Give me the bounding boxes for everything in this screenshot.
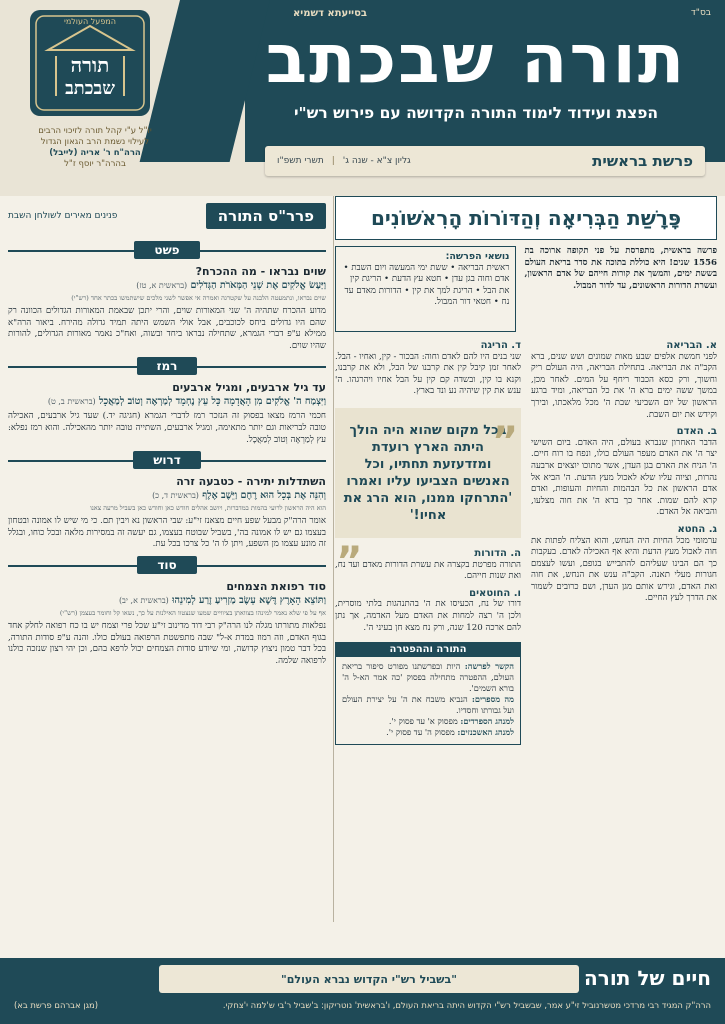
haftarah-line [342, 727, 514, 738]
section-pshat [8, 239, 326, 352]
section-sod [8, 554, 326, 667]
section-body: אומר הרה"ק מבעל שפע חיים מצאנז זי"ע: שבי הראשון נא ויבין תם. כי מי שיש לו אמונה ובטחון בעצמו גם יש לו אמונה בה', בשביל שבוטח בעצמו, גם יעשה זה במסירות מלאה ובכל כוחו, ובגלל זה מונע עצמו מן השפע, ויתן לו ה' כל צרכו בכל עת. [8, 516, 326, 550]
haftarah-title: התורה וההפטרה [336, 642, 520, 657]
dedication [10, 126, 180, 170]
section-body: חכמי הרמז מצאו בפסוק זה הנזכר רמז לדברי הגמרא (חגיגה יד.) שעד גיל ארבעים, האכילה טובה לבריאות וגם יותר מתאימה, ומגיל ארבעים, השתייה טובה יותר מהאכילה. והוא רמז נפלא: עץ לְמַרְאֶה וְטוֹב לְמַאֲכָל. [8, 411, 326, 445]
chapter-title: ב. האדם [676, 426, 717, 438]
dedication-line-2: לעילוי נשמת הרב הגאון הגדול [40, 137, 150, 147]
chapter-title: ג. החטא [677, 523, 717, 535]
section-divider [8, 554, 326, 576]
dedication-name: הרה"ח ר' אריה (לייבל) [49, 148, 141, 158]
footer-title: חיים של תורה [584, 966, 711, 990]
logo-top-text: המפעל העולמי [64, 17, 116, 26]
bsd-mark: בס"ד [690, 8, 711, 18]
sidebar-title: פרר"ס התורה [206, 203, 326, 229]
section-heading: עד גיל ארבעים, ומגיל ארבעים [172, 381, 326, 395]
chapter-text: לפני חמשת אלפים שבע מאות שמונים ושש שנים, ברא הקב"ה את הבריאה. בתחילת הבריאה, היה העולם ריק וחשוך, ורק כסא הכבוד ריחף על המים. לאחר מכן, במשך ששה ימים ברא ה' את כל הבריאה, ומיד ברגע הראשון של יום השביעי שבת ה' מכל מלאכתו, ובירך וקידש את יום השבת. [531, 351, 717, 420]
logo-word-2: שבכתב [65, 78, 115, 99]
haftarah-label: למנהג הספרדים: [460, 716, 514, 727]
footer-line [14, 1000, 711, 1010]
issue-bar [265, 146, 705, 176]
quote-open-icon: „ [492, 396, 519, 443]
issue-separator: | [331, 156, 335, 166]
chapter-title: א. הבריאה [666, 340, 717, 351]
section-label: סוד [137, 556, 196, 574]
chapter-text: התורה מפרטת בקצרה את עשרת הדורות מאדם ועד נח, ואת שנות חייהם. [335, 559, 521, 582]
sidebar-header [8, 196, 326, 236]
section-drush [8, 449, 326, 551]
section-rashi: הוא היה הראשון לרועי בהמות במדברות, ויושב אהלים חודש כאן וחודש כאן בשביל מרעה צאנו [90, 504, 326, 513]
section-body: מדוע ההכרח שתהיה ה' שני המאורות שוים, והרי יתכן שבאמת המאורות הגדולים הכוונה רק שהם היו גדולים ביחס לכוכבים, אבל אולי השמש היתה תמיד גדולה מהירח. ביאור הרה"א ממילא ע"פ דברי הגמרא, שתחילה נבראו ביחד ובשוה, ואח"כ נאמר מאורות הגדולים, להורות שהיו שוים. [8, 306, 326, 351]
section-label: רמז [137, 357, 198, 375]
haftarah-text: הנביא משבח את ה' על יצירת העולם ועל גבורתו וחסדיו. [342, 694, 514, 716]
article-title: פָּרָשַׁת הַבְּרִיאָה וְהַדּוֹרוֹת הָרִאשׁוֹנִים [335, 196, 717, 240]
dedication-line-1: יו"ל ע"י קהל תורה לזיכוי הרבים [38, 126, 152, 136]
verse-source: (בראשית א, טז) [136, 281, 188, 290]
article-column-right [531, 340, 717, 745]
footer [0, 958, 725, 1024]
sidebar-note: פנינים מאירים לשולחן השבת [8, 210, 118, 221]
verse-source: (בראשית ב, ט) [47, 397, 96, 407]
verse-text: וַתּוֹצֵא הָאָרֶץ דֶּשֶׁא עֵשֶׂב מַזְרִיעַ זֶרַע לְמִינֵהוּ [172, 594, 326, 606]
issue-number: גליון צ"א - שנה ג' [342, 156, 411, 166]
parasha-name: פרשת בראשית [592, 152, 693, 170]
haftarah-text: מפסוק ה' עד פסוק י'. [386, 727, 455, 738]
masthead [0, 0, 725, 196]
section-divider [8, 449, 326, 471]
kicker: בסייעתא דשמיא [293, 8, 367, 19]
section-verse [8, 396, 326, 408]
section-verse [8, 595, 326, 607]
chapter-title: ו. החוטאים [469, 587, 521, 599]
verse-text: וַיִּצְמַח ה' אֱלֹקִים מִן הָאֲדָמָה כָּל עֵץ נֶחְמָד לְמַרְאֶה וְטוֹב לְמַאֲכָל [99, 396, 326, 408]
pardes-sidebar [8, 196, 326, 922]
section-rashi: שוים נבראו, ונתמעטה הלבנה על שקטרגה ואמרה אי אפשר לשני מלכים שישתמשו בכתר אחד (רש"י) [71, 294, 326, 302]
chapter-text: שני בנים היו להם לאדם וחוה: הבכור - קין, ואחיו - הבל. לאחר זמן קיבל קין את קרבנו של הבל, ולא את קרבנו, וקנא בו קין, ובשדה קם קין על הבל אחיו ויהרגהו. ה' ענש את קין שיהיה נע ונד בארץ. [335, 351, 521, 397]
article-column-left [335, 340, 521, 745]
chapter-text: הדבר האחרון שנברא בעולם, היה האדם. ביום השישי יצר ה' את האדם מעפר העולם כולו, ונפח בו רוח חיים. ה' הניח את האדם בגן העדן, אשר מתוכו יוצאים ארבעה נהרות, וציוה עליו שלא לאכול מעץ הדעת. ה' הביא אל אדם הראשון את כל הבהמות והחיות והעופות, ואדם קרא להם שמות. אחר כך ברא ה' את חוה מצלעו, והביאה אל האדם. [531, 437, 717, 518]
verse-text: וְהִנֵּה אֶת בְּכָל הוּא רֶחֶם וַיֵּשֶׁב אֶלֶף [202, 490, 326, 502]
haftarah-box [335, 642, 521, 745]
haftarah-line [342, 716, 514, 727]
chapter-title: ה. הדורות [474, 547, 521, 559]
article-columns [335, 340, 717, 745]
logo-word-1: תורה [70, 53, 110, 77]
section-body: נפלאות מתורתו מגלה לנו הרה"ק רבי דוד מדינוב זי"ע שכל פרי וצמח יש בו כח רפואה לחלק אחד בגוף האדם, וזה רמוז במדת א-ל" שבה מתפשטת הרפואה בעולם כולו. והנה ע"פ סודות התורה, בכל דבר טמון ניצוץ קדושה, ומי שיודע סודות הצמחים יכול לרפא בהם, וכן יהי רצון שנזכה כולנו לרפואה שלמה. [8, 620, 326, 666]
section-divider [8, 355, 326, 377]
topics-box [335, 246, 516, 332]
verse-text: וַיַּעַשׂ אֱלֹקִים אֶת שְׁנֵי הַמְּאֹרֹת הַגְּדֹלִים [190, 280, 326, 291]
issue-date: תשרי תשפ"ו [277, 156, 324, 166]
haftarah-line [342, 661, 514, 694]
column-divider [333, 196, 334, 922]
intro-row [335, 246, 717, 332]
haftarah-text: היות ובפרשתנו מפורט סיפור בריאת העולם, ההפטרה מתחילה בפסוק 'כה אמר הא-ל ה' בורא השמים'. [342, 661, 514, 694]
haftarah-label: הקשר לפרשה: [464, 661, 514, 672]
pull-quote-text: בכל מקום שהוא היה הולך היתה הארץ רועדת ומזדעזעת תחתיו, וכל האנשים הצביעו עליו ואמרו 'התרחקו ממנו, הוא הרג את אחיו!' [343, 422, 513, 523]
section-label: פשט [134, 241, 199, 259]
section-remez [8, 355, 326, 446]
logo [20, 0, 160, 126]
topics-title: נושאי הפרשה: [445, 251, 510, 262]
section-rashi: אף על פי שלא נאמר למינהו בצוואתן בציוויים שמעו שנצטוו האילנות על כך, נשאו קל וחומר בעצמן (רש"י) [59, 608, 326, 617]
main-article [335, 196, 717, 922]
footer-source: (מגן אברהם פרשת בא) [14, 1000, 98, 1010]
haftarah-label: מה מספרים: [471, 694, 514, 705]
chapter-text: ערמומי מכל החיות היה הנחש, והוא הצליח לפתות את חוה לאכול מעץ הדעת והיא אף האכילה לאדם. בעקבות כך הם הבינו שעליהם להתבייש בגופם, ועשו לעצמם חגורות מעלי תאנה. הקב"ה ענש את הנחש, את חוה ואת האדם, וגירש אותם מגן העדן, ושם כרובים לשמור את הדרך לעץ החיים. [531, 535, 717, 604]
section-heading: שוים נבראו - מה ההכרח? [195, 265, 326, 278]
haftarah-line [342, 694, 514, 716]
chapter-text: דורו של נח, הכעיסו את ה' בהתנהגות בלתי מוסרית, ולכן ה' רצה למחות את האדם מעל האדמה, אך נתן להם ארכה 120 שנה, ורק נח מצא חן בעיני ה'. [335, 599, 521, 633]
footer-quote: "בשביל רש"י הקדוש נברא העולם" [159, 965, 579, 993]
intro-text: פרשה בראשית, מתפרסת על פני תקופה ארוכה בת 1556 שנים! היא כוללת בתוכה את סדר בריאת העולם בששת ימים, והמשך את קורות חייהם של אדם הראשון, ועשרת הדורות הראשונים, עד לדור המבול. [524, 246, 717, 291]
haftarah-label: למנהג האשכנזים: [457, 727, 514, 738]
section-label: דרוש [133, 451, 201, 469]
chapter-title: ד. הריגה [480, 340, 521, 351]
haftarah-text: מפסוק א' עד פסוק י'. [388, 716, 458, 727]
section-heading: השתדלות יתירה - כטבעה זרה [176, 475, 326, 489]
topics-body: ראשית הבריאה • ששת ימי המעשה ויום השבת • אדם וחוה בגן עדן • חטא עץ הדעת • הריגת קין את הבל • הריגת למך את קין • הדורות מאדם עד נח • חטאי דור המבול. [343, 262, 510, 308]
quote-close-icon: „ [337, 516, 364, 563]
verse-source: (בראשית ד, כ) [152, 491, 199, 501]
section-heading: סוד רפואת הצמחים [226, 579, 326, 593]
newsletter-subtitle: הפצת ועידוד לימוד התורה הקדושה עם פירוש רש"י [293, 104, 659, 122]
dedication-line-3: בהרה"ר יוסף ז"ל [64, 159, 126, 169]
section-verse [8, 490, 326, 502]
newsletter-title: תורה שבכתב [265, 20, 687, 99]
section-verse [8, 280, 326, 292]
verse-source: (בראשית א, יב) [118, 595, 169, 605]
torah-logo-icon [24, 4, 156, 122]
section-divider [8, 239, 326, 261]
issue-meta [277, 156, 411, 166]
footer-text: הרה"ק המגיד רבי מרדכי מטשרנוביל זי"ע אמר, שבשביל רש"י הקדוש היתה בריאת העולם, ו'בראשית' נוטריקון: ב'שביל ר'בי ש'למה י'צחקי. [222, 1000, 711, 1010]
